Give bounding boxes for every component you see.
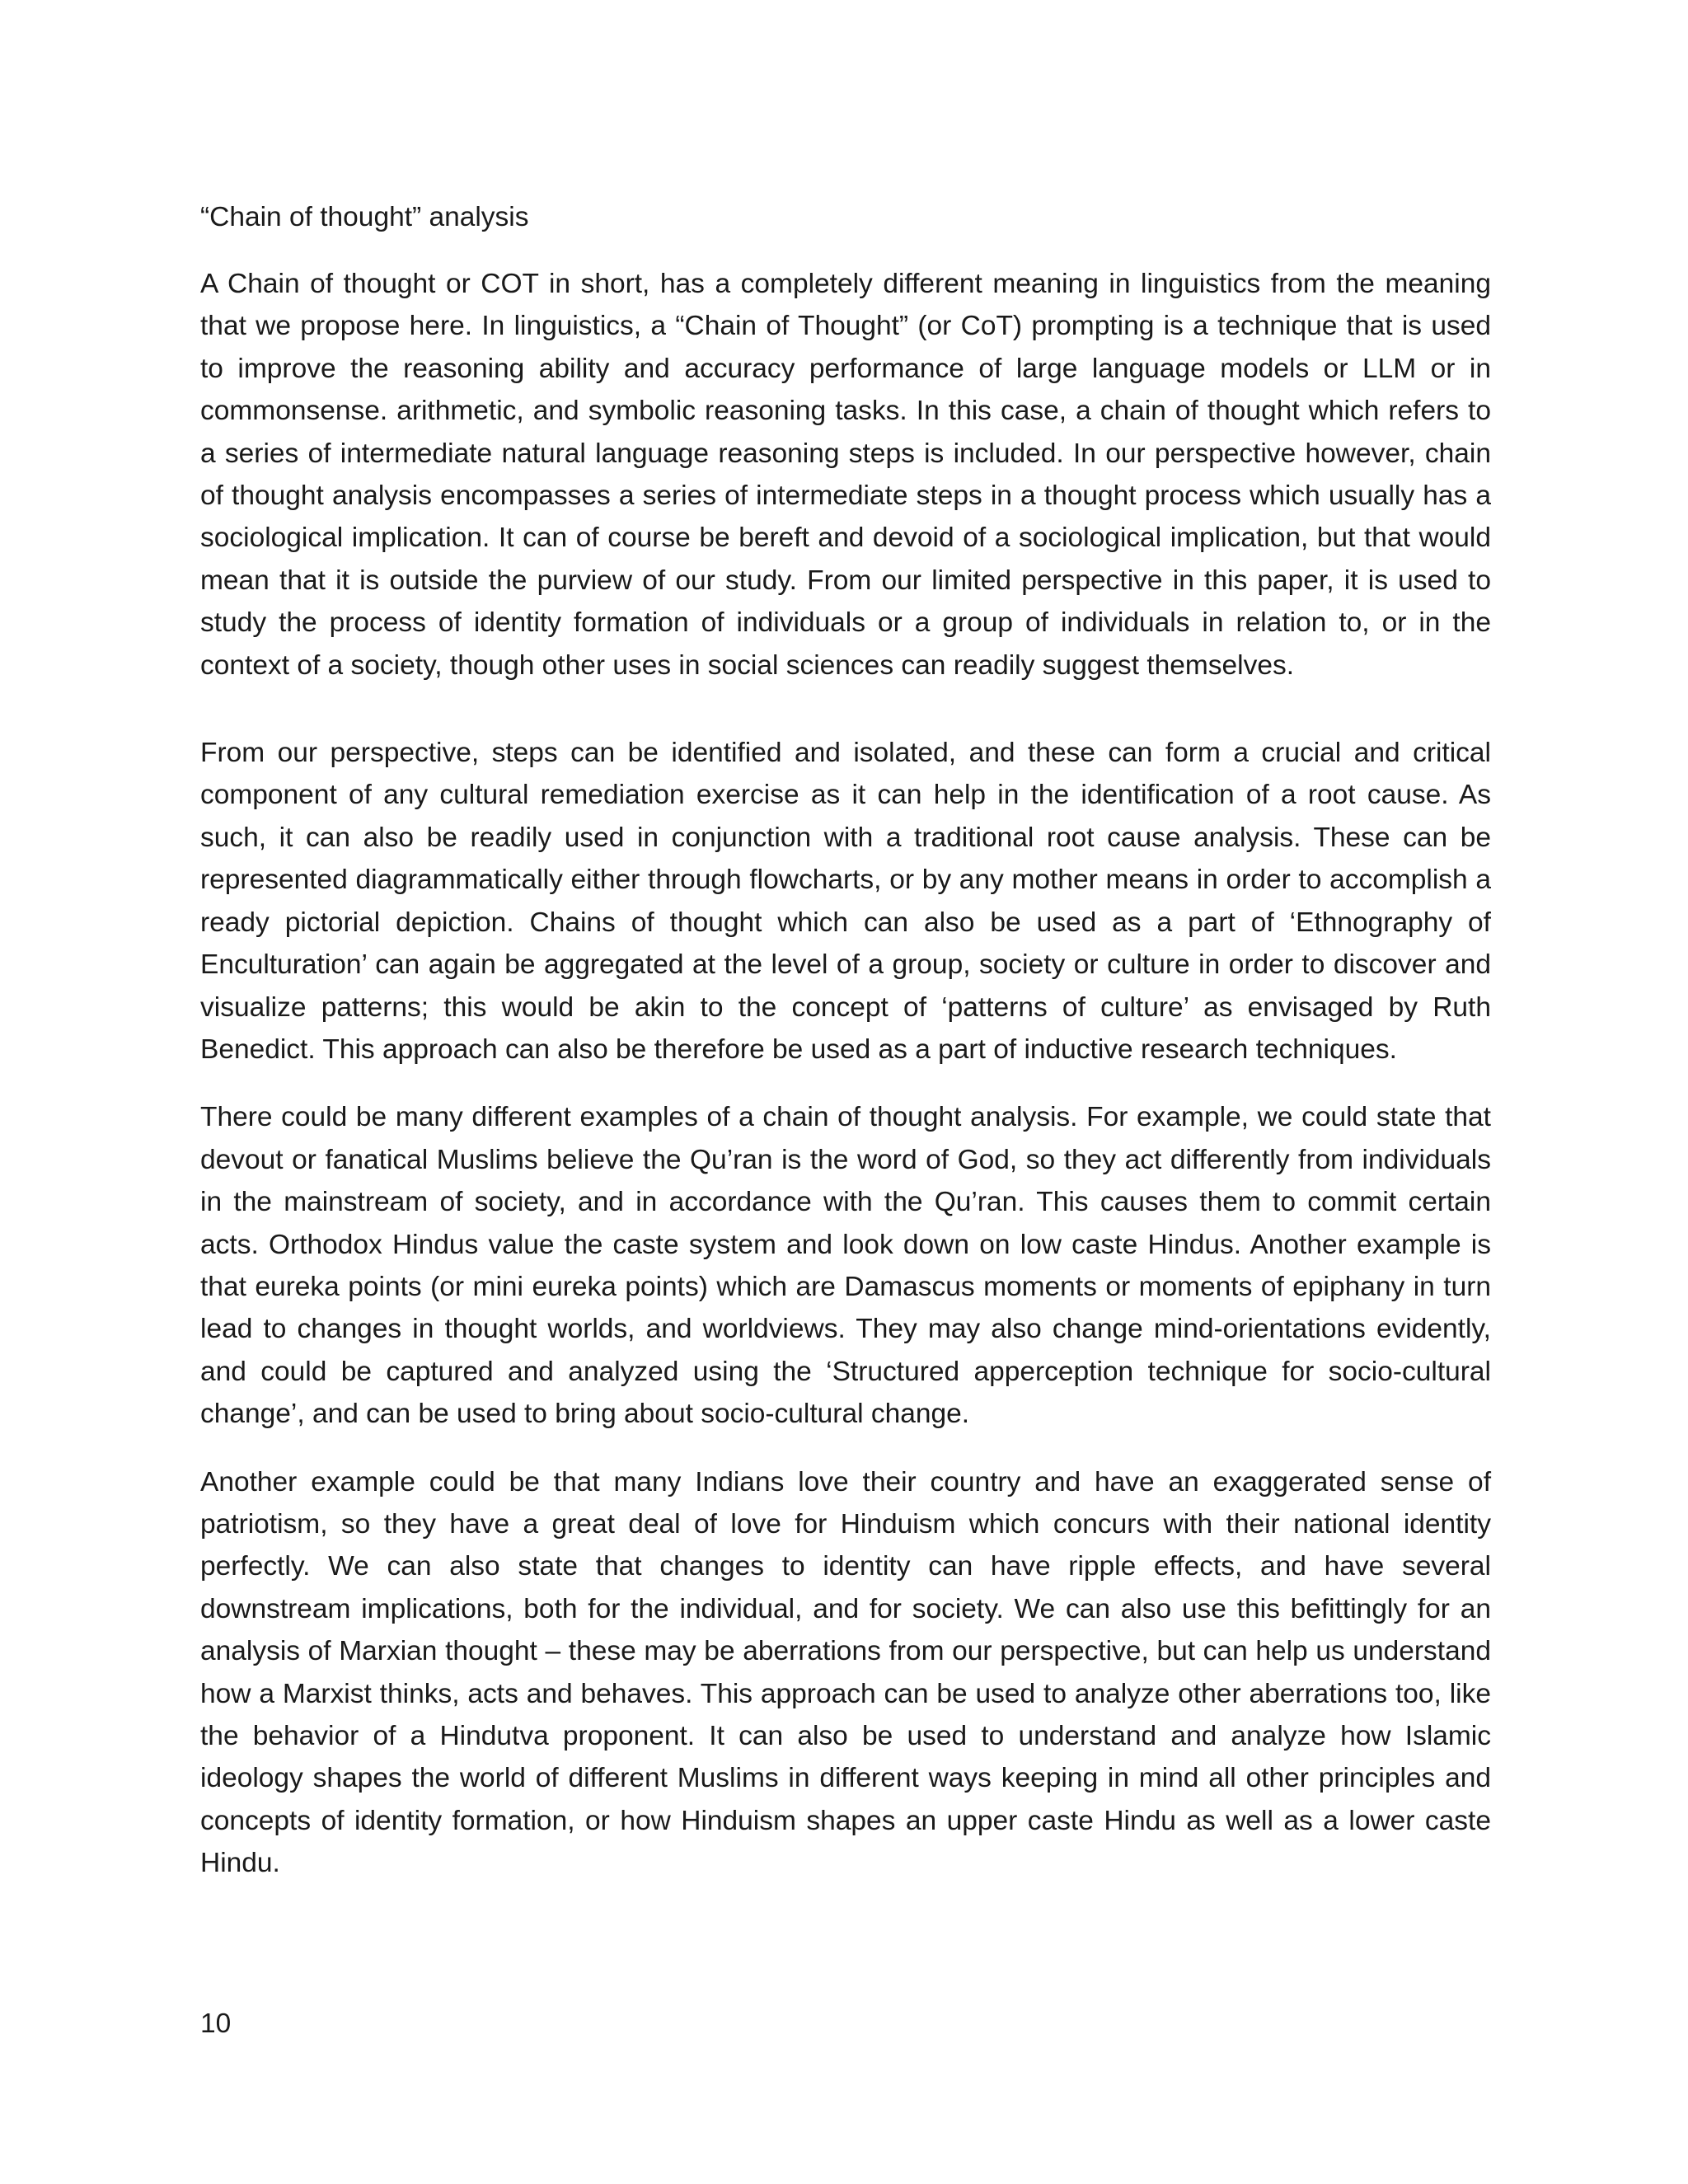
paragraph-4: Another example could be that many Indians love their country and have an exaggerated sense of patriotism, so they have a great deal of love for Hinduism which concurs with their national identity perfectly. We can also state that changes to identity can have ripple effects, and have several downstream implications, both for the individual, and for society. We can also use this befittingly for an analysis of Marxian thought – these may be aberrations from our perspective, but can help us understand how a Marxist thinks, acts and behaves. This approach can be used to analyze other aberrations too, like the behavior of a Hindutva proponent. It can also be used to understand and analyze how Islamic ideology shapes the world of different Muslims in different ways keeping in mind all other principles and concepts of identity formation, or how Hinduism shapes an upper caste Hindu as well as a lower caste Hindu.: [200, 1466, 1491, 1879]
paragraph-3: There could be many different examples of a chain of thought analysis. For example, we could state that devout or fanatical Muslims believe the Qu’ran is the word of God, so they act differently from individuals in the mainstream of society, and in accordance with the Qu’ran. This causes them to commit certain acts. Orthodox Hindus value the caste system and look down on low caste Hindus. Another example is that eureka points (or mini eureka points) which are Damascus moments or moments of epiphany in turn lead to changes in thought worlds, and worldviews. They may also change mind-orientations evidently, and could be captured and analyzed using the ‘Structured apperception technique for socio-cultural change’, and can be used to bring about socio-cultural change.: [200, 1102, 1491, 1430]
page-content: [200, 196, 1491, 1885]
paragraph-2: From our perspective, steps can be identified and isolated, and these can form a crucial and critical component of any cultural remediation exercise as it can help in the identification of a root cause. As such, it can also be readily used in conjunction with a traditional root cause analysis. These can be represented diagrammatically either through flowcharts, or by any mother means in order to accomplish a ready pictorial depiction. Chains of thought which can also be used as a part of ‘Ethnography of Enculturation’ can again be aggregated at the level of a group, society or culture in order to discover and visualize patterns; this would be akin to the concept of ‘patterns of culture’ as envisaged by Ruth Benedict. This approach can also be therefore be used as a part of inductive research techniques.: [200, 738, 1491, 1065]
page-number: 10: [200, 2008, 232, 2039]
paragraph-1: A Chain of thought or COT in short, has a completely different meaning in linguistics from the meaning that we propose here. In linguistics, a “Chain of Thought” (or CoT) prompting is a technique that is used to improve the reasoning ability and accuracy performance of large language models or LLM or in commonsense. arithmetic, and symbolic reasoning tasks. In this case, a chain of thought which refers to a series of intermediate natural language reasoning steps is included. In our perspective however, chain of thought analysis encompasses a series of intermediate steps in a thought process which usually has a sociological implication. It can of course be bereft and devoid of a sociological implication, but that would mean that it is outside the purview of our study. From our limited perspective in this paper, it is used to study the process of identity formation of individuals or a group of individuals in relation to, or in the context of a society, though other uses in social sciences can readily suggest themselves.: [200, 269, 1491, 681]
section-heading: “Chain of thought” analysis: [200, 202, 529, 232]
